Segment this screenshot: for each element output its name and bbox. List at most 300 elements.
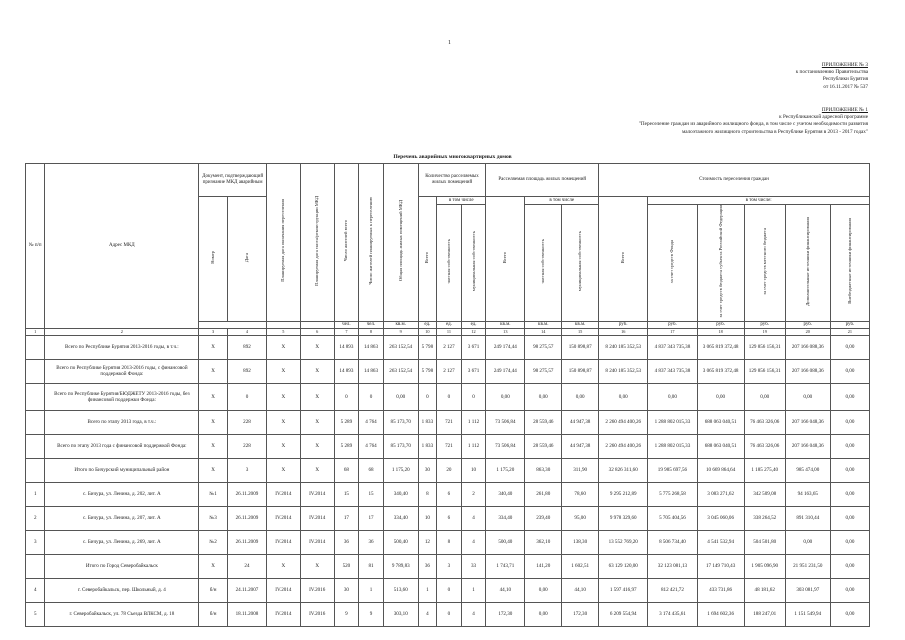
table-cell: 5 289 <box>334 410 359 434</box>
table-cell: 4 541 532,94 <box>697 530 744 554</box>
houses-table <box>25 163 870 627</box>
table-cell: X <box>300 359 334 383</box>
table-cell: X <box>199 554 228 578</box>
table-cell: 207 166 088,36 <box>785 335 830 359</box>
table-cell: X <box>266 410 300 434</box>
col-header-offbudget-sources: Внебюджетные источники финансирования <box>830 205 869 322</box>
table-cell: 44,10 <box>562 578 599 602</box>
table-cell: 0,00 <box>830 335 869 359</box>
table-cell: 0,00 <box>486 383 525 410</box>
col-header-rooms: Количество расселяемых жилых помещений <box>418 164 486 197</box>
table-cell: 0 <box>437 578 462 602</box>
summary-row <box>26 383 870 410</box>
table-cell: 0 <box>334 383 359 410</box>
table-cell <box>26 359 45 383</box>
column-number: 6 <box>300 328 334 335</box>
table-cell: 892 <box>227 359 266 383</box>
address-cell: Итого по Город Северобайкальск <box>45 554 199 578</box>
col-header-rooms-incl: в том числе <box>437 197 486 205</box>
col-header-cost: Стоимость переселения граждан <box>599 164 870 197</box>
unit-cell: кв.м. <box>486 321 525 328</box>
unit-cell: ед. <box>418 321 436 328</box>
table-cell: 8 506 734,40 <box>648 530 697 554</box>
table-cell: 0,00 <box>562 383 599 410</box>
table-cell: 0 <box>461 383 486 410</box>
table-cell: 28 559,46 <box>525 410 562 434</box>
table-title: Перечень аварийных многоквартирных домов <box>393 154 512 160</box>
summary-row <box>26 434 870 458</box>
address-cell: Всего по этапу 2013 года с финансовой поддержкой Фонда: <box>45 434 199 458</box>
column-number: 16 <box>599 328 648 335</box>
table-cell: 12 <box>418 530 436 554</box>
column-number: 7 <box>334 328 359 335</box>
table-cell: 1 185 275,40 <box>744 458 785 482</box>
table-cell: IV.2014 <box>266 506 300 530</box>
unit-cell: руб. <box>744 321 785 328</box>
table-cell: 1 <box>418 578 436 602</box>
unit-cell: чел. <box>334 321 359 328</box>
table-cell: 17 149 710,43 <box>697 554 744 578</box>
column-number: 20 <box>785 328 830 335</box>
table-cell: б/н <box>199 578 228 602</box>
table-cell: X <box>300 410 334 434</box>
table-cell: 15 <box>334 482 359 506</box>
table-cell: 15 <box>359 482 384 506</box>
table-cell: 303 081,97 <box>785 578 830 602</box>
table-cell: 9 978 329,60 <box>599 506 648 530</box>
table-cell: IV.2014 <box>300 506 334 530</box>
table-cell: 68 <box>359 458 384 482</box>
table-cell: 4 <box>461 602 486 626</box>
table-cell <box>26 335 45 359</box>
table-cell: 138,30 <box>562 530 599 554</box>
table-cell: 5 775 268,58 <box>648 482 697 506</box>
table-cell: 891 310,44 <box>785 506 830 530</box>
column-number: 2 <box>45 328 199 335</box>
column-number: 21 <box>830 328 869 335</box>
summary-row <box>26 458 870 482</box>
col-header-cost-incl: в том числе: <box>648 197 870 205</box>
column-number: 15 <box>562 328 599 335</box>
page-number: 1 <box>448 40 451 46</box>
table-cell: 1 112 <box>461 434 486 458</box>
table-cell: 150 898,87 <box>562 335 599 359</box>
col-header-local-budget: за счет средств местного бюджета <box>744 205 785 322</box>
table-cell: X <box>266 434 300 458</box>
table-cell: 1 <box>26 482 45 506</box>
table-cell: 863,30 <box>525 458 562 482</box>
table-cell: 30 <box>418 458 436 482</box>
table-cell: 4 764 <box>359 434 384 458</box>
table-cell: 8 <box>418 482 436 506</box>
column-number: 4 <box>227 328 266 335</box>
table-cell: 500,40 <box>486 530 525 554</box>
appendix-number: ПРИЛОЖЕНИЕ № 3 <box>821 62 868 68</box>
table-cell: 33 <box>461 554 486 578</box>
table-cell: 14 893 <box>334 335 359 359</box>
table-cell: 0,00 <box>830 458 869 482</box>
table-cell: 8 240 185 352,53 <box>599 335 648 359</box>
table-cell: 3 <box>437 554 462 578</box>
column-number: 17 <box>648 328 697 335</box>
table-cell: 1 694 602,36 <box>697 602 744 626</box>
table-cell: 0,00 <box>830 530 869 554</box>
unit-cell: кв.м. <box>562 321 599 328</box>
table-cell: 2 260 494 400,26 <box>599 410 648 434</box>
table-cell: 2 260 494 400,26 <box>599 434 648 458</box>
table-cell: 14 863 <box>359 335 384 359</box>
table-cell: 504 501,80 <box>744 530 785 554</box>
table-cell: 68 <box>334 458 359 482</box>
table-cell: 721 <box>437 434 462 458</box>
appendix-header-program <box>639 107 868 136</box>
table-cell: 3 671 <box>461 359 486 383</box>
table-cell: IV.2014 <box>266 482 300 506</box>
table-cell: 334,40 <box>383 506 418 530</box>
table-cell: 17 <box>359 506 384 530</box>
table-cell: 334,40 <box>486 506 525 530</box>
table-cell: 1 151 549,94 <box>785 602 830 626</box>
table-cell: 0,00 <box>830 383 869 410</box>
table-cell: 3 065 819 372,48 <box>697 359 744 383</box>
table-cell: 2 <box>26 506 45 530</box>
address-cell: г. Северобайкальск, ул. 78 Съезда ВЛКСМ, д. 18 <box>45 602 199 626</box>
table-cell: X <box>300 554 334 578</box>
table-cell: 36 <box>334 530 359 554</box>
table-cell <box>26 383 45 410</box>
table-cell: 1 288 802 015,33 <box>648 434 697 458</box>
unit-cell: руб. <box>785 321 830 328</box>
table-cell: 73 506,84 <box>486 434 525 458</box>
table-cell: 9 789,83 <box>383 554 418 578</box>
house-row <box>26 506 870 530</box>
unit-cell: руб. <box>830 321 869 328</box>
col-header-rooms-total: Всего <box>418 197 436 322</box>
table-cell: 0,00 <box>830 506 869 530</box>
table-cell: X <box>199 458 228 482</box>
table-cell: 0 <box>418 383 436 410</box>
col-header-area-resettled: Расселяемая площадь жилых помещений <box>486 164 599 197</box>
table-cell: 4 <box>461 530 486 554</box>
table-cell: 129 856 156,31 <box>744 359 785 383</box>
table-cell: 6 <box>437 506 462 530</box>
table-cell: 1 288 802 015,33 <box>648 410 697 434</box>
table-cell: X <box>266 335 300 359</box>
table-cell: 19 985 697,56 <box>648 458 697 482</box>
col-header-rooms-private: частная собственность <box>437 205 462 322</box>
table-cell: 8 240 185 352,53 <box>599 359 648 383</box>
table-cell: 3 <box>227 458 266 482</box>
column-number: 14 <box>525 328 562 335</box>
table-cell: 4 764 <box>359 410 384 434</box>
column-number: 10 <box>418 328 436 335</box>
table-cell: 342 509,08 <box>744 482 785 506</box>
unit-cell: ед. <box>437 321 462 328</box>
table-cell: 4 <box>26 578 45 602</box>
table-cell: 172,30 <box>486 602 525 626</box>
table-cell: 36 <box>418 554 436 578</box>
table-cell: 5 705 404,56 <box>648 506 697 530</box>
table-cell: 1 597 416,97 <box>599 578 648 602</box>
table-cell: 4 837 343 735,38 <box>648 359 697 383</box>
table-cell: X <box>300 458 334 482</box>
table-cell: 95,00 <box>562 506 599 530</box>
table-cell: 0,00 <box>744 383 785 410</box>
table-cell: 0,00 <box>830 434 869 458</box>
table-cell: 73 506,84 <box>486 410 525 434</box>
table-cell: 0 <box>437 383 462 410</box>
table-cell: X <box>300 383 334 410</box>
table-cell: 3 045 060,06 <box>697 506 744 530</box>
table-cell: 13 552 769,20 <box>599 530 648 554</box>
table-cell: 78,60 <box>562 482 599 506</box>
table-cell: 44 947,38 <box>562 434 599 458</box>
table-cell: №1 <box>199 482 228 506</box>
table-cell: 26.11.2009 <box>227 482 266 506</box>
table-cell: 0,00 <box>785 530 830 554</box>
table-cell: 0 <box>437 602 462 626</box>
table-cell: IV.2014 <box>266 578 300 602</box>
table-cell: X <box>266 554 300 578</box>
col-header-rooms-municipal: муниципальная собственность <box>461 205 486 322</box>
header-line: Республики Бурятия <box>822 76 868 83</box>
table-cell: 0,00 <box>830 578 869 602</box>
table-cell: 228 <box>227 410 266 434</box>
table-cell: 20 <box>437 458 462 482</box>
table-cell: 228 <box>227 434 266 458</box>
table-cell: 24.11.2007 <box>227 578 266 602</box>
table-cell: 513,60 <box>383 578 418 602</box>
table-cell: 892 <box>227 335 266 359</box>
table-cell: 10 <box>418 506 436 530</box>
table-cell: 9 <box>334 602 359 626</box>
col-header-area-municipal: муниципальная собственность <box>562 205 599 322</box>
column-number: 19 <box>744 328 785 335</box>
table-cell: 32 826 311,60 <box>599 458 648 482</box>
unit-cell: кв.м. <box>525 321 562 328</box>
table-cell: 303,10 <box>383 602 418 626</box>
table-cell: 10 669 864,64 <box>697 458 744 482</box>
table-cell: 0,00 <box>830 482 869 506</box>
table-cell: 3 083 271,62 <box>697 482 744 506</box>
col-header-doc-number: Номер <box>199 197 228 322</box>
summary-row <box>26 335 870 359</box>
table-cell: 26.11.2009 <box>227 530 266 554</box>
table-cell <box>26 554 45 578</box>
table-cell: 3 065 819 372,48 <box>697 335 744 359</box>
table-cell: 63 129 120,00 <box>599 554 648 578</box>
table-cell: 4 <box>418 602 436 626</box>
column-number: 3 <box>199 328 228 335</box>
table-cell: 0,00 <box>525 602 562 626</box>
table-cell: 261,80 <box>525 482 562 506</box>
table-cell: №3 <box>199 506 228 530</box>
table-cell: №2 <box>199 530 228 554</box>
table-cell: 688 063 040,51 <box>697 410 744 434</box>
summary-row <box>26 554 870 578</box>
table-cell: X <box>300 335 334 359</box>
column-number: 13 <box>486 328 525 335</box>
summary-row <box>26 410 870 434</box>
table-cell: IV.2016 <box>300 602 334 626</box>
house-row <box>26 482 870 506</box>
unit-cell: ед. <box>461 321 486 328</box>
table-cell: 6 <box>437 482 462 506</box>
table-cell: 10 <box>461 458 486 482</box>
col-header-residents: Число жителей всего <box>334 164 359 322</box>
table-cell: 239,40 <box>525 506 562 530</box>
table-cell: 207 166 048,36 <box>785 410 830 434</box>
column-number: 12 <box>461 328 486 335</box>
table-cell: 98 275,57 <box>525 359 562 383</box>
col-header-residents-plan: Число жителей планируемых к переселению <box>359 164 384 322</box>
table-cell <box>26 410 45 434</box>
table-cell: 36 <box>359 530 384 554</box>
col-header-area-incl: в том числе <box>525 197 599 205</box>
table-cell: 24 <box>227 554 266 578</box>
table-cell: 18.11.2008 <box>227 602 266 626</box>
unit-cell: руб. <box>697 321 744 328</box>
table-cell: 985 474,00 <box>785 458 830 482</box>
table-cell: X <box>300 434 334 458</box>
table-cell: 5 798 <box>418 335 436 359</box>
col-header-area-total: Общая площадь жилых помещений МКД <box>383 164 418 322</box>
table-cell: 688 063 040,51 <box>697 434 744 458</box>
table-cell: 9 <box>359 602 384 626</box>
table-cell: 8 <box>437 530 462 554</box>
column-number: 9 <box>383 328 418 335</box>
table-cell: 85 173,70 <box>383 410 418 434</box>
table-cell: 14 863 <box>359 359 384 383</box>
table-cell: 21 951 231,50 <box>785 554 830 578</box>
table-cell: 0,00 <box>785 383 830 410</box>
table-cell: 433 731,86 <box>697 578 744 602</box>
table-cell: 3 671 <box>461 335 486 359</box>
table-body <box>26 335 870 626</box>
table-cell: 0,00 <box>599 383 648 410</box>
table-cell: IV.2014 <box>300 482 334 506</box>
table-cell: 0,00 <box>830 554 869 578</box>
column-number: 11 <box>437 328 462 335</box>
table-cell: 30 <box>334 578 359 602</box>
table-cell: 1 833 <box>418 434 436 458</box>
table-cell: 4 <box>461 506 486 530</box>
col-header-num: № п/п <box>26 164 45 329</box>
table-cell: 2 <box>461 482 486 506</box>
appendix-number: ПРИЛОЖЕНИЕ № 1 <box>821 107 868 113</box>
table-cell: 14 893 <box>334 359 359 383</box>
unit-cell: руб. <box>599 321 648 328</box>
table-cell: 1 112 <box>461 410 486 434</box>
table-cell: 0 <box>227 383 266 410</box>
table-cell: 362,10 <box>525 530 562 554</box>
table-cell: 188 247,01 <box>744 602 785 626</box>
table-cell: 311,90 <box>562 458 599 482</box>
table-cell: 76 463 326,06 <box>744 410 785 434</box>
unit-cell: руб. <box>648 321 697 328</box>
header-line: от 16.11.2017 № 537 <box>823 83 868 90</box>
summary-row <box>26 359 870 383</box>
table-cell: 48 181,62 <box>744 578 785 602</box>
table-cell <box>26 458 45 482</box>
column-number: 5 <box>266 328 300 335</box>
table-cell: 44,10 <box>486 578 525 602</box>
table-cell: X <box>199 359 228 383</box>
column-number: 8 <box>359 328 384 335</box>
table-cell: IV.2016 <box>300 578 334 602</box>
house-row <box>26 578 870 602</box>
table-cell: 340,40 <box>383 482 418 506</box>
column-number: 18 <box>697 328 744 335</box>
table-cell: 1 175,20 <box>383 458 418 482</box>
table-cell: X <box>266 383 300 410</box>
table-cell: 3 174 435,61 <box>648 602 697 626</box>
table-cell: 5 <box>26 602 45 626</box>
table-cell: 0,00 <box>648 383 697 410</box>
unit-cell: кв.м. <box>383 321 418 328</box>
table-cell: X <box>266 359 300 383</box>
table-cell: 263 152,54 <box>383 359 418 383</box>
col-header-doc-date: Дата <box>227 197 266 322</box>
address-cell: Итого по Бичурский муниципальный район <box>45 458 199 482</box>
table-cell: IV.2014 <box>266 602 300 626</box>
table-cell: 500,40 <box>383 530 418 554</box>
table-cell: б/н <box>199 602 228 626</box>
appendix-header-resolution <box>796 62 868 91</box>
table-cell: 3 <box>26 530 45 554</box>
address-cell: Всего по Республике Бурятия/БЮДЖЕТУ 2013-2016 годы, без финансовой поддержки Фонда: <box>45 383 199 410</box>
table-cell: 94 163,65 <box>785 482 830 506</box>
table-cell: 207 166 048,36 <box>785 434 830 458</box>
table-cell: IV.2014 <box>266 530 300 554</box>
table-cell: 2 127 <box>437 359 462 383</box>
table-cell: 26.11.2009 <box>227 506 266 530</box>
unit-cell: чел. <box>359 321 384 328</box>
table-cell: 6 209 554,94 <box>599 602 648 626</box>
table-cell: 28 559,46 <box>525 434 562 458</box>
table-cell: 4 837 343 735,38 <box>648 335 697 359</box>
table-cell: 0,00 <box>830 602 869 626</box>
table-cell: 1 175,20 <box>486 458 525 482</box>
table-cell: 263 152,54 <box>383 335 418 359</box>
table-cell: 0,00 <box>830 410 869 434</box>
table-cell: X <box>199 335 228 359</box>
table-cell: 9 295 212,89 <box>599 482 648 506</box>
table-cell: 150 898,87 <box>562 359 599 383</box>
address-cell: с. Бичура, ул. Ленина, д. 269, лит. А <box>45 530 199 554</box>
column-number-row <box>26 328 870 335</box>
col-header-fund: за счет средств Фонда <box>648 205 697 322</box>
table-cell: 1 602,51 <box>562 554 599 578</box>
col-header-plan-end: Планируемая дата окончания переселения <box>266 164 300 322</box>
table-cell: 340,40 <box>486 482 525 506</box>
table-cell: 81 <box>359 554 384 578</box>
table-cell: 1 743,71 <box>486 554 525 578</box>
table-cell: 0,00 <box>525 578 562 602</box>
col-header-plan-demolition: Планируемая дата сноса/реконструкции МКД <box>300 164 334 322</box>
table-cell: 2 127 <box>437 335 462 359</box>
table-cell: 5 798 <box>418 359 436 383</box>
house-row <box>26 602 870 626</box>
address-cell: с. Бичура, ул. Ленина, д. 207, лит. А <box>45 506 199 530</box>
table-cell: 249 174,44 <box>486 335 525 359</box>
address-cell: с. Бичура, ул. Ленина, д. 202, лит. А <box>45 482 199 506</box>
table-cell: 0,00 <box>383 383 418 410</box>
table-cell: 0,00 <box>697 383 744 410</box>
house-row <box>26 530 870 554</box>
address-cell: Всего по этапу 2013 года, в т.ч.: <box>45 410 199 434</box>
col-header-area-private: частная собственность <box>525 205 562 322</box>
